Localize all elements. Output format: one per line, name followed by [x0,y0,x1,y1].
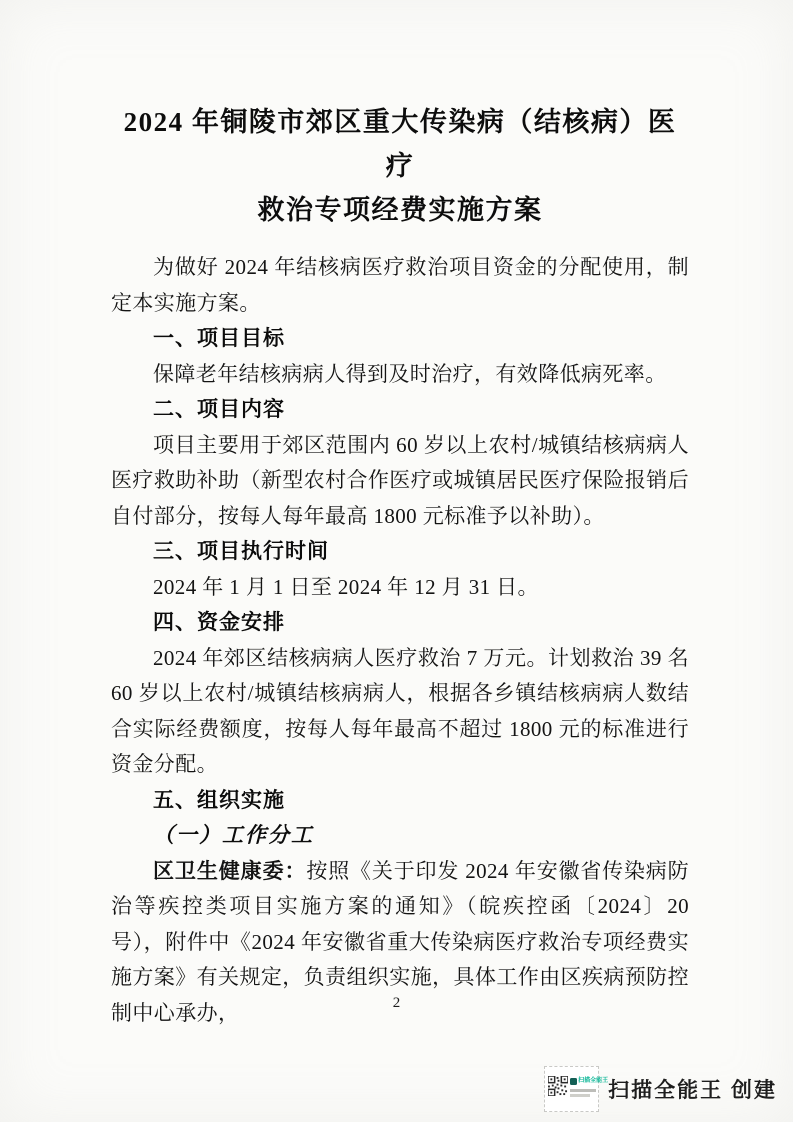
section-heading [111,605,689,641]
badge-brand-row [570,1078,608,1085]
paragraph-text: 项目主要用于郊区范围内 60 岁以上农村/城镇结核病病人医疗救助补助（新型农村合作医疗或城镇居民医疗保险报销后自付部分，按每人每年最高 1800 元标准予以补助）。 [111,432,689,528]
section-heading [111,392,689,428]
paragraph-text: 保障老年结核病病人得到及时治疗，有效降低病死率。 [153,361,667,386]
paragraph-text: 五、组织实施 [153,788,285,812]
paragraph-text: 2024 年 1 月 1 日至 2024 年 12 月 31 日。 [153,574,539,599]
sub-heading [111,818,689,854]
paragraph-text: 为做好 2024 年结核病医疗救治项目资金的分配使用，制定本实施方案。 [111,255,689,315]
document-content [111,100,689,1031]
body-paragraph [111,428,689,535]
document-title-line2: 救治专项经费实施方案 [257,195,543,225]
camscanner-watermark [544,1066,777,1112]
paragraph-text: 按照《关于印发 2024 年安徽省传染病防治等疾控类项目实施方案的通知》（皖疾控函〔2024〕20 号），附件中《2024 年安徽省重大传染病医疗救治专项经费实施方案》有关规定，负责组织实施，具体工作由区疾病预防控制中心承办， [111,858,689,1025]
camscanner-badge [544,1066,609,1112]
document-title-line1: 2024 年铜陵市郊区重大传染病（结核病）医疗 [123,107,677,181]
qr-code-icon [548,1076,568,1096]
paragraph-text: 2024 年郊区结核病病人医疗救治 7 万元。计划救治 39 名 60 岁以上农村/城镇结核病病人，根据各乡镇结核病病人数结合实际经费额度，按每人每年最高不超过 1800 元的标准进行资金分配。 [111,645,689,776]
paragraph-text: 二、项目内容 [153,398,285,421]
badge-brand-text: 扫描全能王 [578,1078,609,1084]
paragraph-text: 四、资金安排 [153,611,285,634]
body-paragraph [111,570,689,606]
body-paragraph [111,357,689,393]
paragraph-text: 三、项目执行时间 [153,540,329,563]
section-heading [111,534,689,570]
paragraph-text: （一）工作分工 [153,823,314,847]
watermark-label: 扫描全能王 创建 [608,1079,777,1102]
body-paragraph [111,250,689,321]
section-heading [111,321,689,357]
paragraph-lead: 区卫生健康委： [153,859,307,883]
camscanner-app-icon [570,1078,577,1085]
document-title [111,100,689,232]
section-heading [111,783,689,819]
badge-fineprint-bar2 [570,1094,590,1097]
paragraph-text: 一、项目目标 [153,327,285,350]
paragraph-list [111,250,689,1031]
badge-fineprint-bar [570,1089,596,1092]
page-number: 2 [392,995,401,1011]
body-paragraph [111,641,689,783]
